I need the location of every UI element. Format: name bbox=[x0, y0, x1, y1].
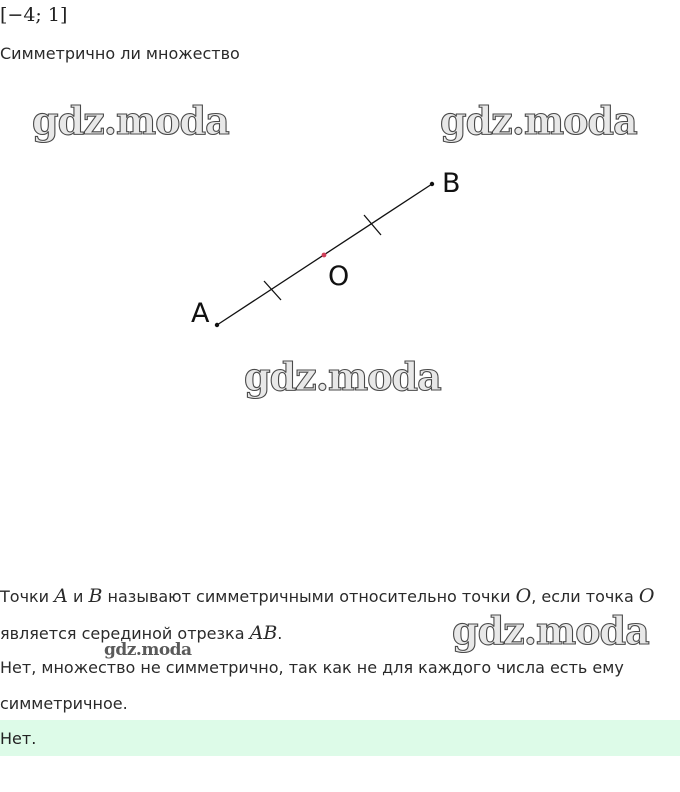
point-a-dot bbox=[215, 323, 219, 327]
point-b-dot bbox=[430, 182, 434, 186]
math-o: O bbox=[515, 585, 532, 607]
answer-text: Нет. bbox=[0, 729, 37, 748]
answer-box bbox=[0, 720, 680, 756]
watermark: gdz.moda bbox=[244, 354, 441, 399]
svg-text:gdz.moda: gdz.moda bbox=[452, 608, 649, 653]
label-a: A bbox=[191, 298, 210, 329]
math-o: O bbox=[638, 585, 655, 607]
watermark: gdz.moda bbox=[32, 98, 229, 143]
question-text: Симметрично ли множество bbox=[0, 44, 240, 63]
symmetry-figure bbox=[0, 80, 680, 410]
interval-expression: [−4; 1] bbox=[0, 4, 68, 26]
math-a: A bbox=[54, 585, 68, 607]
math-b: B bbox=[88, 585, 103, 607]
watermark-large bbox=[452, 606, 652, 656]
watermark: gdz.moda bbox=[440, 98, 637, 143]
tick-mark-right bbox=[364, 215, 381, 235]
tick-mark-left bbox=[264, 281, 281, 300]
watermark: gdz.moda bbox=[104, 640, 192, 660]
math-ab: AB bbox=[249, 622, 278, 644]
explanation-text: Нет, множество не симметрично, так как не для каждого числа есть ему симметричное. bbox=[0, 658, 624, 713]
label-o: O bbox=[328, 261, 350, 292]
definition-text: Точки A и B называют симметричными относительно точки O, если точка O является серединой отрезка AB. bbox=[0, 585, 655, 644]
midpoint-o-dot bbox=[322, 253, 327, 258]
label-b: B bbox=[442, 168, 461, 199]
